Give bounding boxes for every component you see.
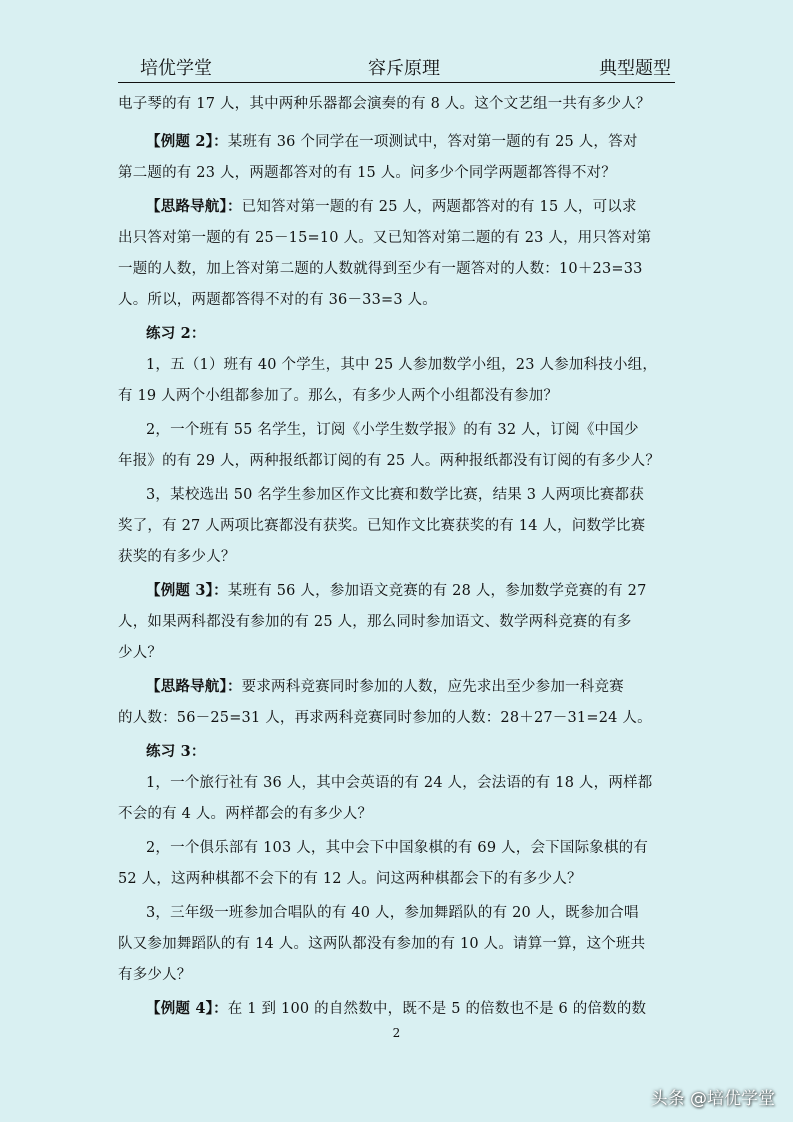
text-line: 人，如果两科都没有参加的有 25 人，那么同时参加语文、数学两科竞赛的有多 [118,614,632,630]
header-right: 典型题型 [599,58,671,79]
exercise-line: 1，一个旅行社有 36 人，其中会英语的有 24 人，会法语的有 18 人，两样都 [146,775,653,791]
section-text: 已知答对第一题的有 25 人，两题都答对的有 15 人，可以求 [241,199,637,215]
example-line [146,581,703,601]
header-left: 培优学堂 [140,58,212,79]
text-line: 获奖的有多少人？ [118,549,236,565]
section-text: 在 1 到 100 的自然数中，既不是 5 的倍数也不是 6 的倍数的数 [227,1001,647,1017]
text-line: 有多少人？ [118,967,192,983]
section-text: 某班有 56 人，参加语文竞赛的有 28 人，参加数学竞赛的有 27 [227,583,647,599]
text-line: 一题的人数，加上答对第二题的人数就得到至少有一题答对的人数：10＋23=33 [118,261,643,277]
text-line: 年报》的有 29 人，两种报纸都订阅的有 25 人。两种报纸都没有订阅的有多少人？ [118,453,661,469]
page-header [118,56,675,83]
exercise-line: 2，一个俱乐部有 103 人，其中会下中国象棋的有 69 人，会下国际象棋的有 [146,840,649,856]
example-line [146,132,703,152]
exercise-heading: 练习 2： [146,325,206,342]
text-line: 第二题的有 23 人，两题都答对的有 15 人。问多少个同学两题都答得不对？ [118,165,616,181]
exercise-line: 3，某校选出 50 名学生参加区作文比赛和数学比赛，结果 3 人两项比赛都获 [146,487,644,503]
section-label: 【例题 2】： [146,133,228,150]
watermark: 头条 @培优学堂 [650,1089,775,1109]
text-line: 电子琴的有 17 人，其中两种乐器都会演奏的有 8 人。这个文艺组一共有多少人？ [118,96,651,112]
text-line: 人。所以，两题都答得不对的有 36－33=3 人。 [118,292,437,308]
exercise-line: 1，五（1）班有 40 个学生，其中 25 人参加数学小组，23 人参加科技小组， [146,357,658,373]
example-line [146,999,703,1019]
exercise-line: 3，三年级一班参加合唱队的有 40 人，参加舞蹈队的有 20 人，既参加合唱 [146,905,639,921]
section-label: 【思路导航】： [146,198,242,215]
section-text: 某班有 36 个同学在一项测试中，答对第一题的有 25 人，答对 [227,134,638,150]
text-line: 少人？ [118,645,163,661]
text-line: 出只答对第一题的有 25－15=10 人。又已知答对第二题的有 23 人，用只答对第 [118,230,652,246]
section-label: 【例题 3】： [146,582,228,599]
section-label: 【例题 4】： [146,1000,228,1017]
section-label: 【思路导航】： [146,678,242,695]
header-center: 容斥原理 [368,58,440,79]
text-line: 队又参加舞蹈队的有 14 人。这两队都没有参加的有 10 人。请算一算，这个班共 [118,936,646,952]
text-line: 52 人，这两种棋都不会下的有 12 人。问这两种棋都会下的有多少人？ [118,871,582,887]
page-number: 2 [392,1026,401,1040]
text-line: 有 19 人两个小组都参加了。那么，有多少人两个小组都没有参加？ [118,388,559,404]
text-line: 的人数：56－25=31 人，再求两科竞赛同时参加的人数：28＋27－31=24 人。 [118,710,652,726]
text-line: 不会的有 4 人。两样都会的有多少人？ [118,806,373,822]
section-text: 要求两科竞赛同时参加的人数，应先求出至少参加一科竞赛 [241,679,624,695]
exercise-line: 2，一个班有 55 名学生，订阅《小学生数学报》的有 32 人，订阅《中国少 [146,422,639,438]
hint-line [146,677,703,697]
hint-line [146,197,703,217]
text-line: 奖了，有 27 人两项比赛都没有获奖。已知作文比赛获奖的有 14 人，问数学比赛 [118,518,646,534]
exercise-heading: 练习 3： [146,743,206,760]
